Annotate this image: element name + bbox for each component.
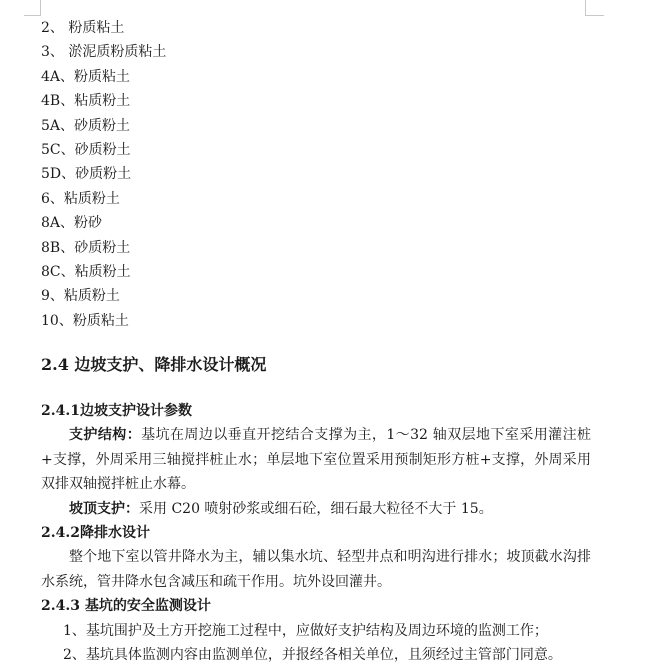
crop-mark-top-left (40, 0, 41, 16)
soil-layer-item: 4A、粉质粘土 (41, 68, 131, 85)
soil-layer-item: 5A、砂质粉土 (41, 117, 131, 134)
dewatering-paragraph: 整个地下室以管井降水为主，辅以集水坑、轻型井点和明沟进行排水；坡顶截水沟排水系统，管井降水包含减压和疏干作用。坑外设回灌井。 (41, 549, 591, 590)
section-heading-2-4-2: 2.4.2降排水设计 (41, 525, 150, 542)
soil-layer-item: 5C、砂质粉土 (41, 141, 131, 158)
support-structure-text: 基坑在周边以垂直开挖结合支撑为主，1～32 轴双层地下室采用灌注桩+支撑，外周采用三轴搅拌桩止水；单层地下室位置采用预制矩形方桩+支撑，外周采用双排双轴搅拌桩止水幕。 (41, 427, 592, 493)
slope-top-support-label: 坡顶支护 (69, 500, 125, 517)
slope-top-support-text: 采用 C20 喷射砂浆或细石砼，细石最大粒径不大于 15。 (139, 500, 493, 517)
section-heading-2-4-3: 2.4.3 基坑的安全监测设计 (41, 598, 211, 615)
soil-layer-item: 3、 淤泥质粉质粘土 (41, 44, 167, 61)
soil-layer-item: 9、粘质粉土 (41, 288, 120, 305)
soil-layer-item: 8C、粘质粉土 (41, 263, 131, 280)
monitoring-item-2: 2、基坑具体监测内容由监测单位，并报经各相关单位，且须经过主管部门同意。 (63, 647, 562, 663)
soil-layer-list (41, 16, 166, 333)
soil-layer-item: 8A、粉砂 (41, 215, 103, 232)
section-heading-2-4: 2.4 边坡支护、降排水设计概况 (41, 355, 267, 374)
crop-mark-top-right-horizontal (586, 15, 604, 16)
support-structure-paragraph (41, 423, 591, 496)
slope-top-support-colon: ： (125, 500, 139, 517)
support-structure-colon: ： (126, 427, 142, 444)
section-content (41, 399, 591, 667)
monitoring-item-1: 1、基坑围护及土方开挖施工过程中，应做好支护结构及周边环境的监测工作； (63, 622, 548, 639)
crop-mark-top-right (585, 0, 586, 16)
crop-mark-top-left-horizontal (24, 15, 40, 16)
soil-layer-item: 10、粉质粘土 (41, 312, 129, 329)
soil-layer-item: 8B、砂质粉土 (41, 239, 131, 256)
section-heading-2-4-1: 2.4.1边坡支护设计参数 (41, 403, 192, 419)
soil-layer-item: 4B、粘质粉土 (41, 93, 131, 110)
soil-layer-item: 5D、砂质粉土 (41, 166, 132, 183)
soil-layer-item: 6、粘质粉土 (41, 190, 120, 207)
support-structure-label: 支护结构 (69, 427, 127, 444)
slope-top-support-paragraph (41, 497, 591, 521)
soil-layer-item: 2、 粉质粘土 (41, 20, 125, 36)
